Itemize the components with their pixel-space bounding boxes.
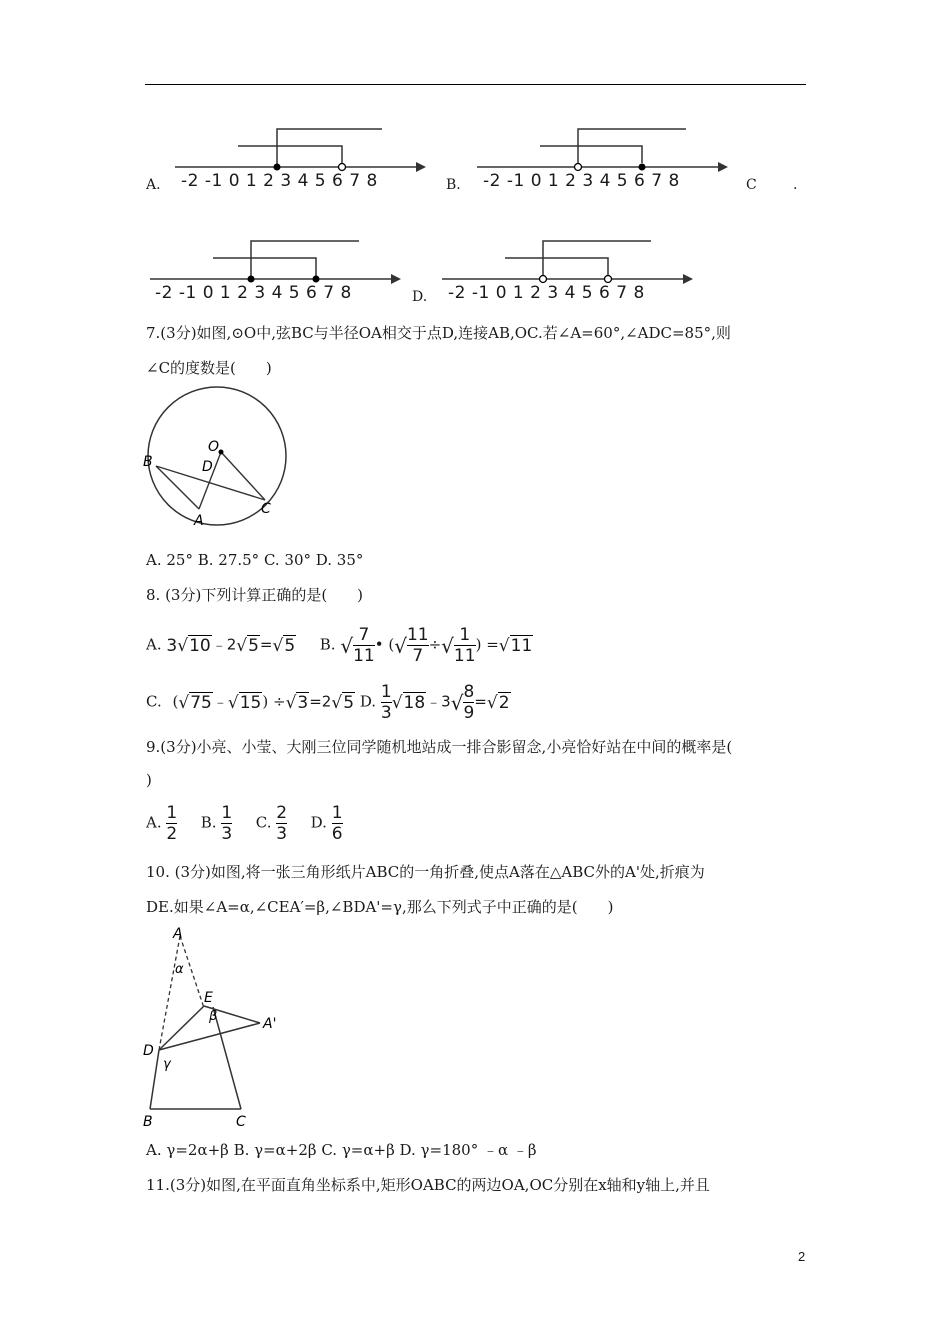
q7-label-b: B <box>143 454 153 470</box>
q10-line1: 10. (3分)如图,将一张三角形纸片ABC的一角折叠,使点A落在△ABC外的A'处,折痕为 <box>146 863 705 881</box>
q8-b-close: ) <box>475 635 482 654</box>
q10-label-d: D <box>143 1043 154 1059</box>
q8-d-radicand1: 18 <box>403 692 426 713</box>
option-c-dot: . <box>793 177 798 193</box>
q8-stem: 8. (3分)下列计算正确的是( ) <box>146 586 364 604</box>
option-d-label: D. <box>412 289 428 305</box>
q7-options: A. 25° B. 27.5° C. 30° D. 35° <box>146 551 364 569</box>
q8-a-radicand3: 5 <box>284 635 296 656</box>
q8-a-radicand2: 5 <box>248 635 259 656</box>
q10-label-a-prime: A' <box>263 1016 277 1032</box>
q10-options: A. γ=2α+β B. γ=α+2β C. γ=α+β D. γ=180° ﹣α ﹣β <box>146 1141 537 1159</box>
q8-d-den2: 9 <box>463 703 475 723</box>
q8-b-eq: = <box>486 635 499 654</box>
page-number: 2 <box>798 1249 806 1264</box>
q8-c-div: ÷ <box>272 692 286 711</box>
q9-b-den: 3 <box>221 824 233 844</box>
q8-c-minus: ﹣ <box>212 692 228 711</box>
q9-d-label: D. <box>310 813 327 832</box>
q9-a-den: 2 <box>166 824 178 844</box>
q8-option-a: A. 3√10﹣2√5=√5 B. √ $\frac{7}{11}$ • (√ $\frac{11}{7}$ ÷√ $\frac{1}{11}$ ) =√11 <box>146 625 533 666</box>
q10-label-a: A <box>173 926 183 942</box>
q9-b-label: B. <box>200 813 217 832</box>
q8-b-dot: • <box>374 635 384 654</box>
q10-triangle-figure <box>138 922 298 1130</box>
number-line-a-ticks: -2 -1 0 1 2 3 4 5 6 7 8 <box>181 171 378 191</box>
q8-a-radicand1: 10 <box>189 635 211 656</box>
q7-label-c: C <box>261 501 271 517</box>
q9-c-num: 2 <box>276 803 288 823</box>
q8-d-label: D. <box>359 692 377 711</box>
q8-c-eq: =2 <box>309 692 332 711</box>
q7-label-a: A <box>194 513 204 529</box>
q8-d-num: 1 <box>380 682 392 702</box>
q9-d-den: 6 <box>331 824 343 844</box>
q7-line2: ∠C的度数是( ) <box>146 359 272 377</box>
q8-b-num2: 11 <box>406 625 429 645</box>
q8-c-radicand4: 5 <box>343 692 355 713</box>
q8-b-label: B. <box>319 635 336 654</box>
q8-d-num2: 8 <box>463 682 475 702</box>
q10-label-e: E <box>204 990 213 1006</box>
number-line-d-ticks: -2 -1 0 1 2 3 4 5 6 7 8 <box>448 283 645 303</box>
q8-b-den1: 11 <box>353 646 375 666</box>
q8-b-den2: 7 <box>412 646 424 666</box>
q8-b-den3: 11 <box>453 646 476 666</box>
q9-d-num: 1 <box>331 803 343 823</box>
q9-options <box>146 804 343 843</box>
number-line-c-ticks: -2 -1 0 1 2 3 4 5 6 7 8 <box>155 283 352 303</box>
header-rule <box>145 84 806 85</box>
q7-line1: 7.(3分)如图,⊙O中,弦BC与半径OA相交于点D,连接AB,OC.若∠A=60°,∠ADC=85°,则 <box>146 324 731 342</box>
q8-b-num3: 1 <box>459 625 471 645</box>
option-b-label: B. <box>446 177 461 193</box>
q8-c-open: ( <box>172 692 179 711</box>
q9-b-num: 1 <box>221 803 233 823</box>
q10-label-beta: β <box>209 1009 218 1024</box>
number-line-b-ticks: -2 -1 0 1 2 3 4 5 6 7 8 <box>483 171 680 191</box>
q8-a-coef: 3 <box>166 635 178 656</box>
q8-d-radicand2: 2 <box>498 692 510 713</box>
q8-d-eq: = <box>474 692 487 711</box>
q8-c-radicand1: 75 <box>190 692 212 713</box>
q9-line1: 9.(3分)小亮、小莹、大刚三位同学随机地站成一排合影留念,小亮恰好站在中间的概率是( <box>146 738 733 756</box>
q10-label-b: B <box>143 1114 153 1130</box>
q9-c-label: C. <box>255 813 272 832</box>
option-c-label: C <box>746 177 757 193</box>
q7-circle-figure <box>138 385 298 535</box>
q8-b-open: ( <box>388 635 395 654</box>
q8-a-eq: = <box>259 635 273 654</box>
q8-a-minus: ﹣2 <box>211 635 237 654</box>
q8-b-div: ÷ <box>428 635 442 654</box>
q9-a-label: A. <box>146 813 162 832</box>
q7-label-d: D <box>202 459 213 475</box>
q8-a-label: A. <box>146 635 162 654</box>
q8-c-close: ) <box>262 692 269 711</box>
q8-option-c-d: C. (√75﹣√15) ÷√3=2√5 D. $\frac{1}{3}$ √18﹣3√ $\frac{8}{9}$ =√2 <box>146 682 510 723</box>
q7-label-o: O <box>208 439 220 455</box>
q8-b-num1: 7 <box>358 625 370 645</box>
q8-c-radicand3: 3 <box>297 692 309 713</box>
q8-c-label: C. <box>146 692 162 711</box>
q10-label-c: C <box>236 1114 246 1130</box>
q8-d-den: 3 <box>380 703 392 723</box>
q9-line2: ) <box>146 771 152 789</box>
q8-b-result: 11 <box>510 635 533 656</box>
q10-line2: DE.如果∠A=α,∠CEA′=β,∠BDA'=γ,那么下列式子中正确的是( ) <box>146 898 614 916</box>
q10-label-alpha: α <box>175 962 184 977</box>
q9-c-den: 3 <box>276 824 288 844</box>
q8-d-minus: ﹣3 <box>426 692 451 711</box>
q11-line1: 11.(3分)如图,在平面直角坐标系中,矩形OABC的两边OA,OC分别在x轴和y轴上,并且 <box>146 1176 710 1194</box>
q8-c-radicand2: 15 <box>239 692 262 713</box>
q10-label-gamma: γ <box>163 1057 171 1072</box>
q9-a-num: 1 <box>166 803 178 823</box>
option-a-label: A. <box>146 177 161 193</box>
